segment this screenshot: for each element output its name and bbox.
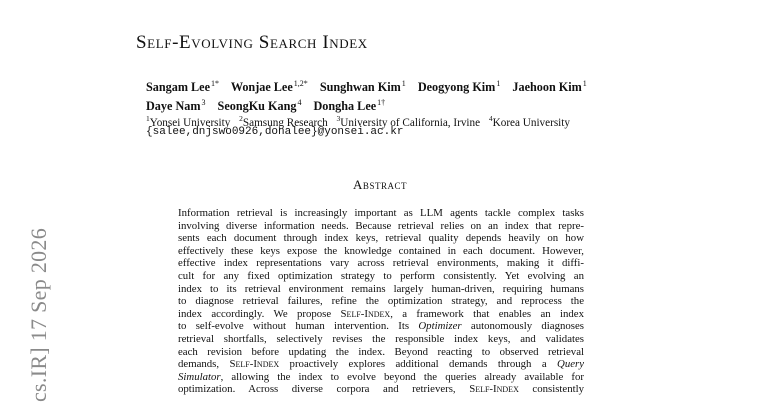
author: Dongha Lee$^{1\dagger}$ [313,98,386,113]
author: SeongKu Kang$^4$ [217,98,302,113]
abstract-line: effectively these keys expose the knowledge contained in each document. However, [178,244,584,257]
abstract-line: involving diverse information needs. Because retrieval relies on an index that repre- [178,219,584,232]
query-term: Query [557,358,584,371]
affiliation: $^4$Korea University [488,114,570,129]
abstract-line: to diagnose retrieval failures, refine the optimization strategy, and reprocess the [178,295,584,308]
method-name: Self-Index [340,307,391,320]
abstract-line: index accordingly. We propose Self-Index, a framework that enables an index [178,307,584,320]
abstract-line: sents each document through index keys, retrieval quality depends heavily on how [178,232,584,245]
affiliation: $^2$Samsung Research [239,114,328,129]
abstract-line: optimization. Across diverse corpora and retrievers, Self-Index consistently [178,383,584,396]
optimizer-term: Optimizer [418,320,462,333]
author-row-1 [146,76,596,95]
method-name: Self-Index [469,383,519,396]
abstract-line: index to its retrieval environment remains largely human-driven, requiring humans [178,282,584,295]
method-name: Self-Index [229,358,280,371]
author: Jaehoon Kim$^1$ [512,79,587,94]
abstract-heading: Abstract [353,177,407,192]
affiliation: $^3$University of California, Irvine [336,114,481,129]
paper-title: Self-Evolving Search Index [136,32,368,53]
author: Sangam Lee$^{1*}$ [146,79,219,94]
abstract-line: effective index representations vary across retrieval environments, making it diffi- [178,257,584,270]
abstract-line: Information retrieval is increasingly important as LLM agents tackle complex tasks [178,207,584,219]
arxiv-watermark: cs.IR] 17 Sep 2026 [26,227,51,403]
author: Sunghwan Kim$^1$ [319,79,406,94]
author: Deogyong Kim$^1$ [417,79,501,94]
abstract-line: each revision before updating the index. Beyond reacting to observed retrieval [178,345,584,358]
abstract-line: to self-evolve without human intervention. Its Optimizer autonomously diagnoses [178,320,584,333]
abstract-line: retrieval shortfalls, selectively revises the responsible index keys, and validates [178,332,584,345]
abstract-line: demands, Self-Index proactively explores additional demands through a Query [178,358,584,371]
abstract-line: Simulator, allowing the index to evolve beyond the queries already available for [178,370,584,383]
abstract-body [178,207,584,396]
author: Daye Nam$^3$ [146,98,206,113]
author-list [146,76,596,114]
author-emails: {salee,dnjswo0926,donalee}@yonsei.ac.kr [146,126,404,138]
simulator-term: Simulator [178,370,221,383]
author: Wonjae Lee$^{1,2*}$ [230,79,308,94]
abstract-line: cult for any fixed optimization strategy to perform consistently. Yet evolving an [178,269,584,282]
affiliation: $^1$Yonsei University [146,114,231,129]
